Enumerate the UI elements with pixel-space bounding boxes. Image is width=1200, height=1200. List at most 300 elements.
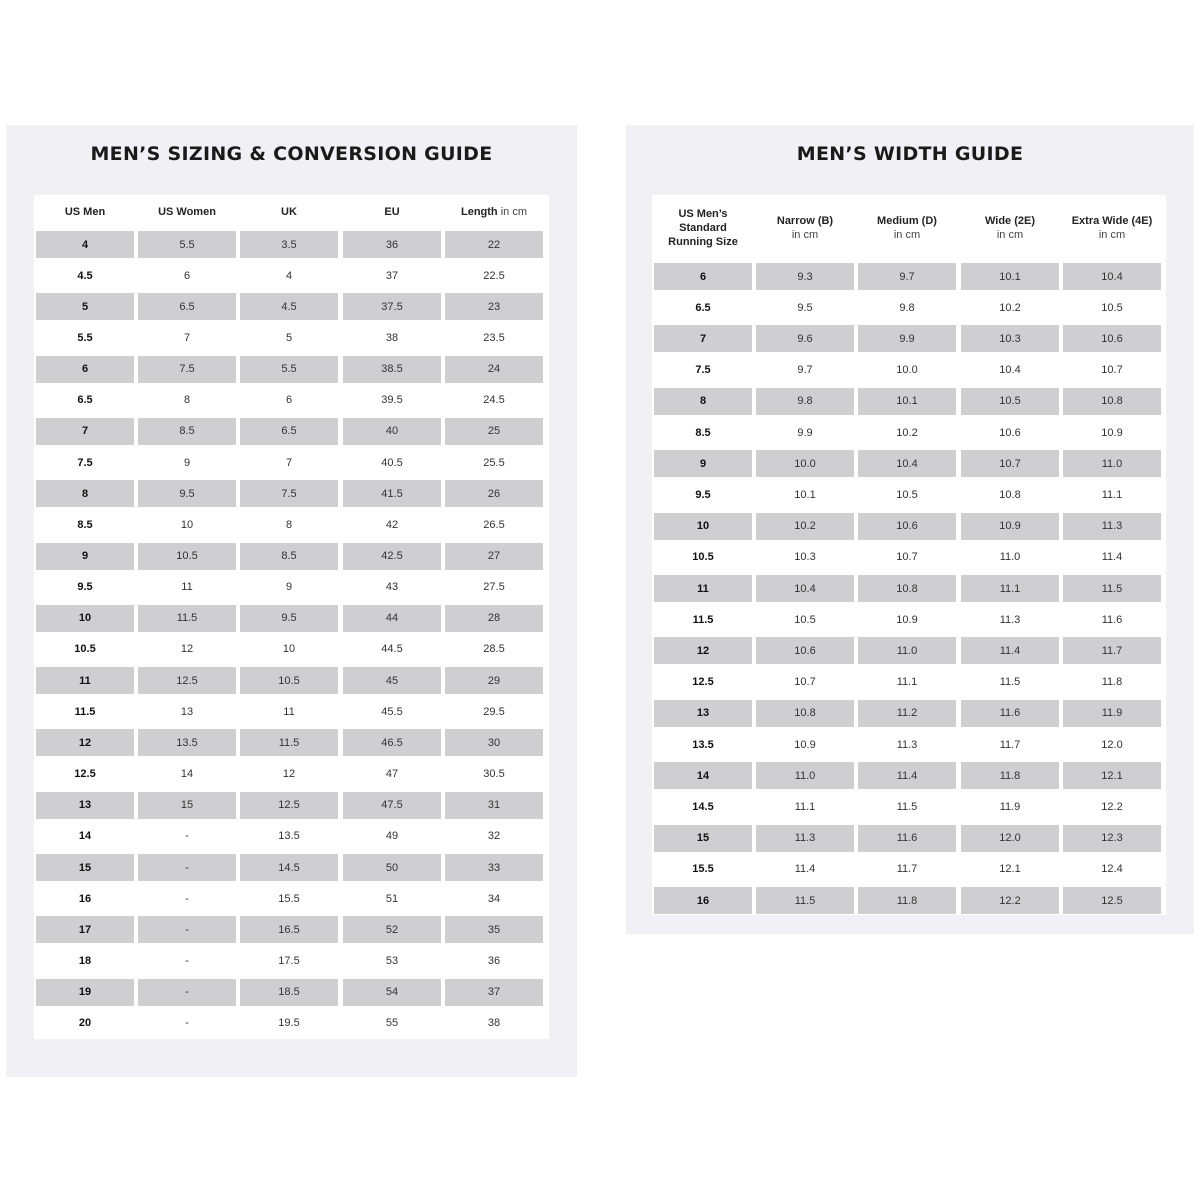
cell-narrow: 9.7 [797,364,813,377]
cell-narrow: 10.5 [794,613,816,626]
cell-us-women: 12 [180,643,194,656]
table-row [652,885,1167,916]
header-unit: in cm [791,229,819,241]
cell-narrow: 10.0 [756,450,854,477]
cell-running-size: 9 [654,450,752,477]
cell-medium: 9.8 [899,301,915,314]
header-label-line: Running Size [668,236,738,248]
cell-us-women: 7 [183,331,191,344]
cell-narrow: 10.2 [756,513,854,540]
cell-medium: 10.5 [896,488,918,501]
cell-wide: 11.1 [961,575,1059,602]
cell-wide: 12.2 [961,887,1059,914]
cell-extra-wide: 10.8 [1063,388,1161,415]
sizing-guide-title: MEN’S SIZING & CONVERSION GUIDE [90,143,493,165]
cell-us-men: 16 [78,892,92,905]
cell-us-men: 14 [78,830,92,843]
sizing-conversion-panel [6,125,577,1077]
cell-extra-wide: 12.5 [1063,887,1161,914]
cell-medium: 10.2 [896,426,918,439]
sizing-table [34,195,549,1039]
header-label-line: Extra Wide (4E) [1071,215,1153,227]
cell-uk: 19.5 [278,1017,300,1030]
cell-extra-wide: 12.0 [1101,738,1123,751]
cell-length: 31 [445,792,543,819]
header-narrow [756,195,854,261]
table-row [34,447,549,478]
cell-uk: 8.5 [240,543,338,570]
cell-narrow: 10.4 [756,575,854,602]
cell-us-women: 12.5 [138,667,236,694]
header-running-size [654,195,752,261]
cell-length: 22 [445,231,543,258]
cell-running-size: 15 [654,825,752,852]
header-unit: in cm [893,229,921,241]
cell-us-women: 5.5 [138,231,236,258]
cell-medium: 11.8 [858,887,956,914]
table-row [652,511,1167,542]
cell-running-size: 7.5 [695,364,711,377]
cell-length: 28.5 [483,643,505,656]
table-row [34,727,549,758]
cell-running-size: 16 [654,887,752,914]
cell-length: 38 [487,1017,501,1030]
cell-us-women: 11 [181,581,193,594]
cell-eu: 43 [385,581,399,594]
cell-us-men: 10 [36,605,134,632]
cell-running-size: 8 [654,388,752,415]
cell-uk: 11 [283,705,295,718]
header-label-text: UK [281,206,297,218]
cell-us-women: - [138,916,236,943]
cell-us-men: 10.5 [74,643,96,656]
cell-wide: 11.0 [999,551,1021,564]
cell-wide: 10.8 [999,488,1021,501]
cell-us-women: 8 [183,394,191,407]
table-row [34,945,549,976]
header-unit: in cm [497,206,527,218]
cell-length: 24 [445,356,543,383]
cell-wide: 10.7 [961,450,1059,477]
cell-us-men: 19 [36,979,134,1006]
header-unit: in cm [996,229,1024,241]
cell-us-women: 15 [138,792,236,819]
cell-us-women: - [185,1017,189,1030]
cell-running-size: 10 [654,513,752,540]
width-table [652,195,1166,915]
cell-wide: 12.0 [961,825,1059,852]
cell-medium: 10.8 [858,575,956,602]
cell-length: 27 [445,543,543,570]
table-row [652,542,1167,573]
cell-eu: 45.5 [381,705,403,718]
cell-us-women: - [185,954,189,967]
cell-length: 36 [487,954,501,967]
cell-narrow: 11.0 [756,762,854,789]
cell-running-size: 13.5 [692,738,714,751]
cell-eu: 36 [343,231,441,258]
cell-us-men: 5.5 [77,331,93,344]
cell-extra-wide: 10.5 [1101,301,1123,314]
table-row [34,322,549,353]
cell-extra-wide: 11.7 [1063,637,1161,664]
cell-running-size: 14.5 [692,800,714,813]
cell-medium: 10.4 [858,450,956,477]
cell-uk: 18.5 [240,979,338,1006]
cell-running-size: 6.5 [695,301,711,314]
cell-narrow: 9.5 [797,301,813,314]
cell-running-size: 10.5 [692,551,714,564]
cell-narrow: 9.9 [797,426,813,439]
cell-eu: 40.5 [381,456,403,469]
cell-extra-wide: 10.7 [1101,364,1123,377]
cell-running-size: 7 [654,325,752,352]
cell-running-size: 11 [654,575,752,602]
header-unit: in cm [1098,229,1126,241]
cell-eu: 37.5 [343,293,441,320]
cell-narrow: 10.3 [794,551,816,564]
cell-uk: 9 [285,581,293,594]
cell-us-women: 14 [180,768,194,781]
table-row [652,417,1167,448]
cell-length: 25 [445,418,543,445]
cell-length: 32 [487,830,501,843]
cell-us-women: 13.5 [138,729,236,756]
cell-medium: 11.0 [858,637,956,664]
cell-medium: 9.7 [858,263,956,290]
cell-uk: 6 [285,394,293,407]
cell-extra-wide: 10.6 [1063,325,1161,352]
cell-us-women: - [185,892,189,905]
table-row [34,354,549,385]
cell-narrow: 10.6 [756,637,854,664]
cell-wide: 12.1 [999,863,1021,876]
cell-eu: 38.5 [343,356,441,383]
cell-uk: 4 [285,269,293,282]
table-row [652,698,1167,729]
cell-extra-wide: 11.9 [1063,700,1161,727]
cell-medium: 9.9 [858,325,956,352]
cell-us-men: 9.5 [77,581,93,594]
cell-us-men: 5 [36,293,134,320]
cell-us-women: 10 [180,518,194,531]
cell-medium: 11.7 [896,863,918,876]
cell-uk: 6.5 [240,418,338,445]
cell-length: 33 [445,854,543,881]
table-row [34,603,549,634]
cell-eu: 44 [343,605,441,632]
cell-length: 26.5 [483,518,505,531]
table-row [34,291,549,322]
header-label-line: US Men’s [678,208,728,220]
cell-medium: 11.3 [896,738,918,751]
header-label-line: Standard [679,222,727,234]
cell-uk: 15.5 [278,892,300,905]
table-row [34,541,549,572]
table-row [652,323,1167,354]
cell-uk: 10 [282,643,296,656]
header-label-text: US Women [158,206,216,218]
cell-uk: 16.5 [240,916,338,943]
header-extra-wide [1063,195,1161,261]
cell-narrow: 11.5 [756,887,854,914]
table-row [652,667,1167,698]
table-row [34,665,549,696]
cell-eu: 40 [343,418,441,445]
cell-us-men: 6.5 [77,394,93,407]
cell-us-men: 7 [36,418,134,445]
cell-running-size: 13 [654,700,752,727]
header-length [445,195,543,229]
table-row [34,1008,549,1039]
cell-length: 22.5 [483,269,505,282]
cell-wide: 11.6 [961,700,1059,727]
cell-uk: 14.5 [240,854,338,881]
cell-extra-wide: 11.3 [1063,513,1161,540]
cell-eu: 47 [385,768,399,781]
cell-us-men: 15 [36,854,134,881]
cell-running-size: 8.5 [695,426,711,439]
cell-length: 35 [445,916,543,943]
cell-us-men: 4 [36,231,134,258]
cell-eu: 47.5 [343,792,441,819]
header-label-text: Length [460,206,498,218]
cell-uk: 12 [282,768,296,781]
cell-us-men: 12 [36,729,134,756]
cell-medium: 11.6 [858,825,956,852]
cell-wide: 11.5 [999,676,1021,689]
cell-extra-wide: 11.1 [1101,488,1123,501]
cell-length: 24.5 [483,394,505,407]
table-row [34,509,549,540]
cell-running-size: 14 [654,762,752,789]
table-row [34,634,549,665]
cell-length: 30.5 [483,768,505,781]
cell-uk: 10.5 [240,667,338,694]
cell-narrow: 10.1 [794,488,816,501]
table-row [652,729,1167,760]
table-row [652,635,1167,666]
cell-us-women: - [185,830,189,843]
cell-eu: 37 [385,269,399,282]
cell-wide: 11.4 [961,637,1059,664]
width-guide-panel [626,125,1194,934]
cell-narrow: 9.8 [756,388,854,415]
cell-medium: 10.0 [896,364,918,377]
header-eu [343,195,441,229]
header-wide [961,195,1059,261]
cell-medium: 10.1 [858,388,956,415]
cell-eu: 46.5 [343,729,441,756]
cell-running-size: 11.5 [692,613,714,626]
cell-us-men: 9 [36,543,134,570]
cell-length: 28 [445,605,543,632]
header-label [65,205,105,219]
cell-narrow: 10.8 [756,700,854,727]
cell-medium: 10.7 [896,551,918,564]
cell-eu: 38 [385,331,399,344]
cell-us-women: - [138,854,236,881]
cell-extra-wide: 11.6 [1101,613,1123,626]
table-row [652,261,1167,292]
cell-wide: 10.6 [999,426,1021,439]
cell-us-women: - [138,979,236,1006]
table-row [652,604,1167,635]
header-label [384,205,399,219]
cell-length: 23.5 [483,331,505,344]
cell-us-men: 7.5 [77,456,93,469]
cell-us-women: 6 [183,269,191,282]
table-row [34,852,549,883]
table-row [34,790,549,821]
cell-medium: 11.4 [858,762,956,789]
cell-narrow: 9.3 [756,263,854,290]
cell-medium: 11.2 [858,700,956,727]
cell-extra-wide: 12.2 [1101,800,1123,813]
cell-us-men: 6 [36,356,134,383]
cell-us-men: 8 [36,480,134,507]
cell-uk: 7.5 [240,480,338,507]
cell-running-size: 12 [654,637,752,664]
cell-length: 34 [487,892,501,905]
table-row [652,479,1167,510]
header-label [461,205,527,219]
table-row [652,791,1167,822]
cell-narrow: 10.9 [794,738,816,751]
cell-extra-wide: 11.8 [1101,676,1123,689]
cell-eu: 51 [385,892,399,905]
cell-length: 29.5 [483,705,505,718]
cell-extra-wide: 10.9 [1101,426,1123,439]
cell-running-size: 15.5 [692,863,714,876]
header-label [281,205,297,219]
header-label-line: Narrow (B) [776,215,834,227]
cell-us-women: 8.5 [138,418,236,445]
cell-extra-wide: 12.3 [1063,825,1161,852]
cell-length: 25.5 [483,456,505,469]
cell-us-men: 18 [78,954,92,967]
cell-medium: 11.5 [896,800,918,813]
header-label [158,205,216,219]
cell-wide: 10.4 [999,364,1021,377]
cell-wide: 10.1 [961,263,1059,290]
header-medium [858,195,956,261]
cell-eu: 49 [385,830,399,843]
cell-uk: 13.5 [278,830,300,843]
cell-us-women: 9 [183,456,191,469]
table-row [34,821,549,852]
cell-us-men: 11.5 [74,705,96,718]
cell-extra-wide: 10.4 [1063,263,1161,290]
cell-eu: 42.5 [343,543,441,570]
cell-us-women: 9.5 [138,480,236,507]
cell-uk: 7 [285,456,293,469]
table-row [652,386,1167,417]
cell-us-women: 13 [180,705,194,718]
header-us-men [36,195,134,229]
cell-uk: 11.5 [240,729,338,756]
cell-uk: 5 [285,331,293,344]
cell-uk: 17.5 [278,954,300,967]
cell-us-men: 8.5 [77,518,93,531]
table-row [652,292,1167,323]
header-us-women [138,195,236,229]
cell-extra-wide: 12.1 [1063,762,1161,789]
cell-narrow: 11.3 [756,825,854,852]
cell-wide: 10.5 [961,388,1059,415]
cell-narrow: 10.7 [794,676,816,689]
cell-uk: 5.5 [240,356,338,383]
cell-running-size: 12.5 [692,676,714,689]
table-row [652,355,1167,386]
cell-us-men: 13 [36,792,134,819]
cell-us-women: 7.5 [138,356,236,383]
cell-wide: 11.3 [999,613,1021,626]
cell-wide: 11.7 [999,738,1021,751]
cell-eu: 39.5 [381,394,403,407]
table-row [34,572,549,603]
width-guide-title: MEN’S WIDTH GUIDE [796,143,1024,165]
header-label-line: Medium (D) [877,215,937,227]
table-row [652,760,1167,791]
header-uk [240,195,338,229]
cell-extra-wide: 12.4 [1101,863,1123,876]
cell-eu: 44.5 [381,643,403,656]
table-row [652,854,1167,885]
table-row [652,823,1167,854]
cell-uk: 9.5 [240,605,338,632]
cell-length: 26 [445,480,543,507]
cell-uk: 12.5 [240,792,338,819]
table-row [652,448,1167,479]
cell-length: 23 [445,293,543,320]
cell-extra-wide: 11.4 [1101,551,1123,564]
table-row [34,914,549,945]
cell-us-men: 20 [78,1017,92,1030]
cell-us-men: 12.5 [74,768,96,781]
cell-eu: 41.5 [343,480,441,507]
table-row [34,229,549,260]
cell-eu: 50 [343,854,441,881]
table-row [652,573,1167,604]
cell-us-women: 6.5 [138,293,236,320]
cell-uk: 4.5 [240,293,338,320]
cell-wide: 10.2 [999,301,1021,314]
cell-medium: 10.9 [896,613,918,626]
sizing-table-header [34,195,549,229]
cell-uk: 8 [285,518,293,531]
cell-length: 29 [445,667,543,694]
cell-extra-wide: 11.0 [1063,450,1161,477]
table-row [34,260,549,291]
header-label-text: US Men [64,206,106,218]
table-row [34,977,549,1008]
cell-us-men: 11 [36,667,134,694]
cell-us-men: 17 [36,916,134,943]
cell-narrow: 11.1 [794,800,816,813]
cell-us-men: 4.5 [77,269,93,282]
cell-uk: 3.5 [240,231,338,258]
cell-eu: 55 [385,1017,399,1030]
table-row [34,759,549,790]
header-label-text: EU [384,206,400,218]
cell-eu: 52 [343,916,441,943]
cell-length: 37 [445,979,543,1006]
cell-wide: 10.9 [961,513,1059,540]
cell-eu: 42 [385,518,399,531]
cell-narrow: 11.4 [794,863,816,876]
cell-wide: 10.3 [961,325,1059,352]
